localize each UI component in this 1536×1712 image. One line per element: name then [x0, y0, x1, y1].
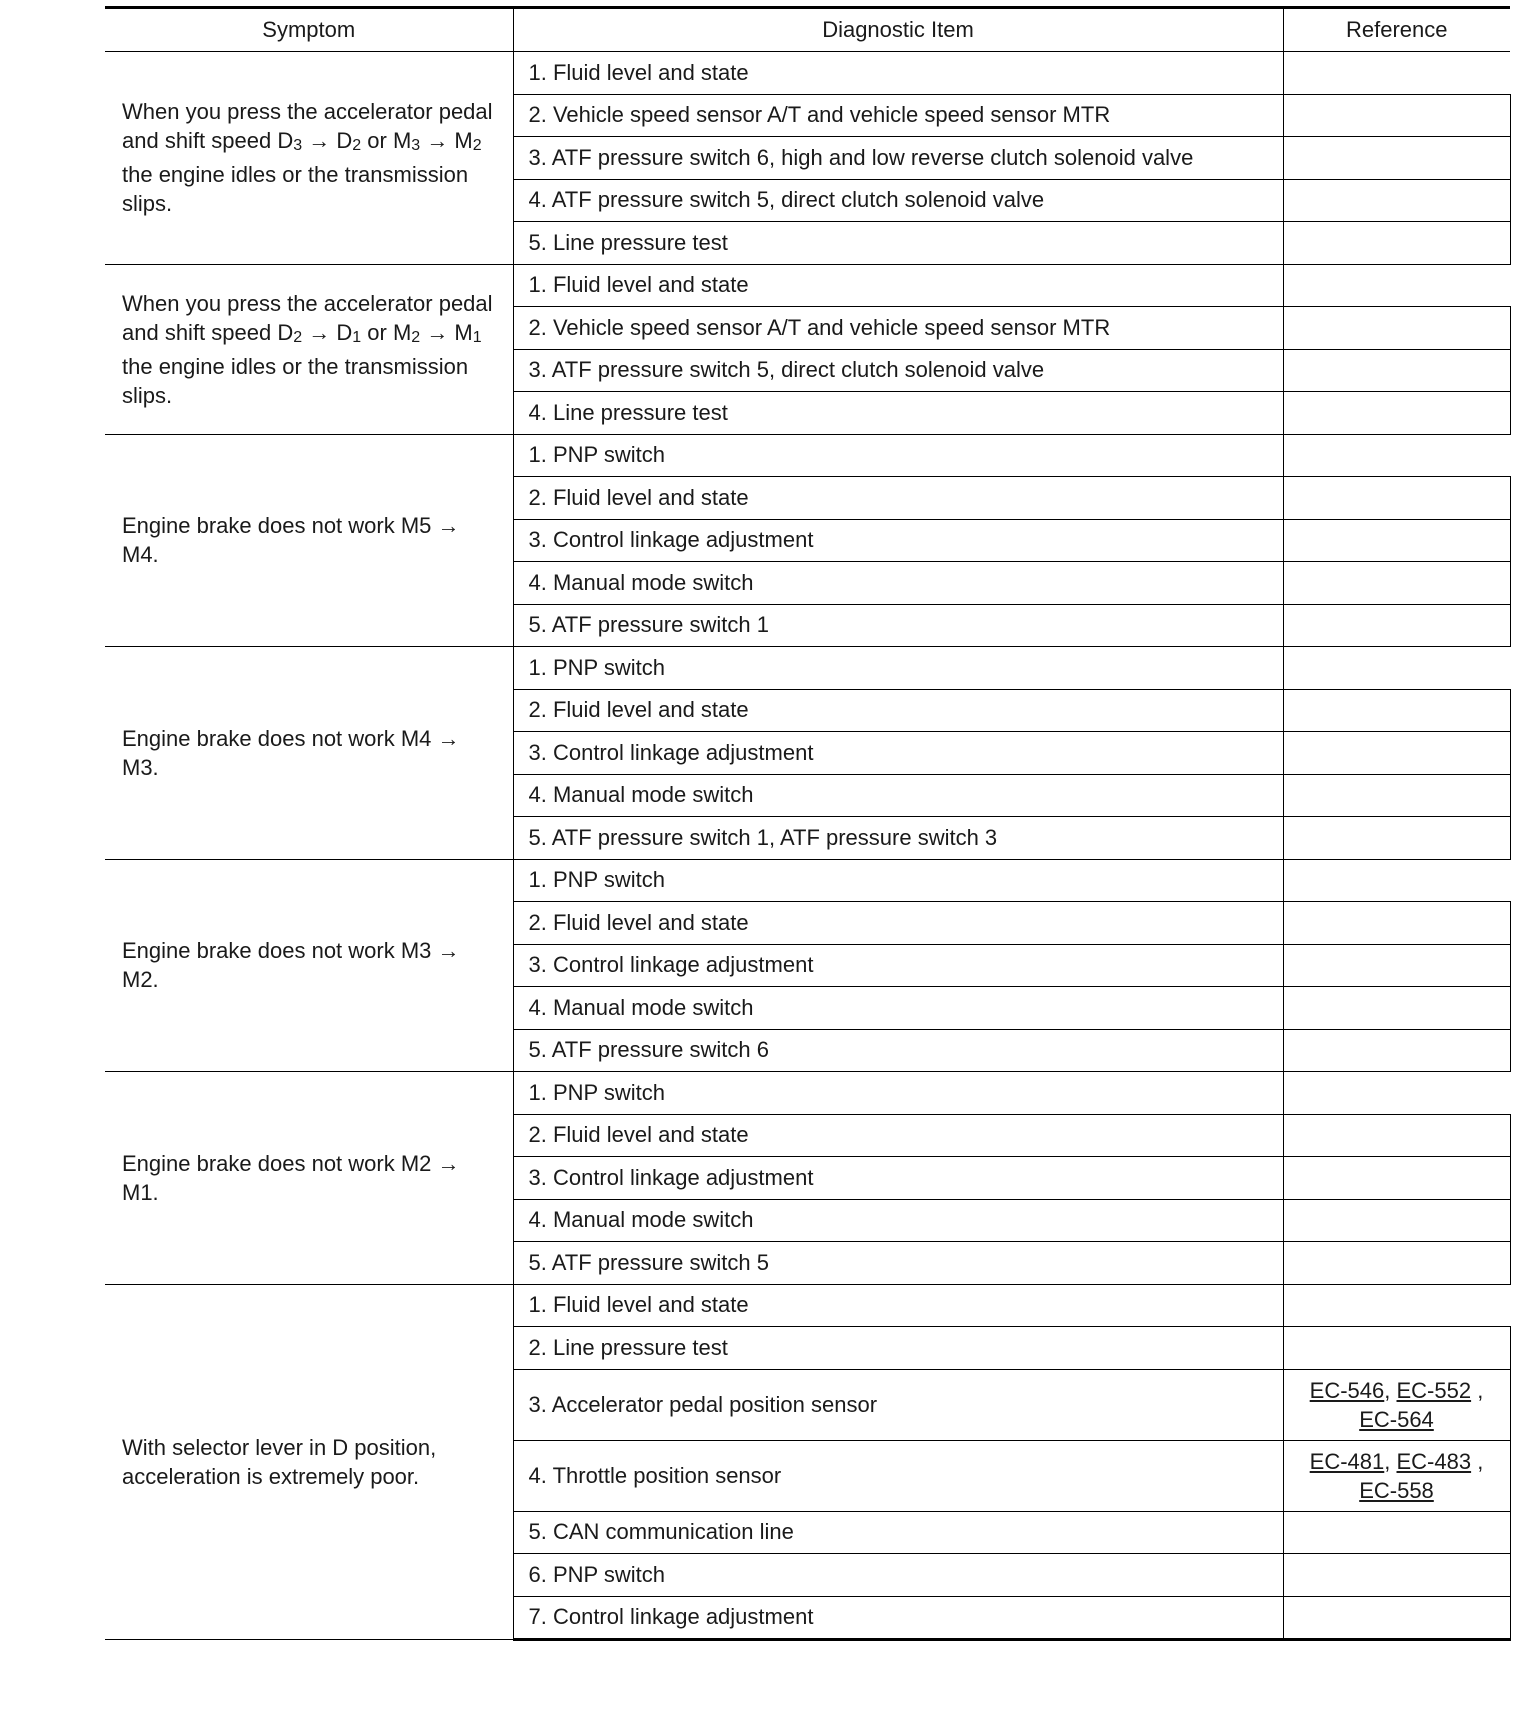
- reference-link[interactable]: EC-481: [1309, 1448, 1385, 1474]
- reference-cell: [1283, 987, 1510, 1030]
- diagnostic-item: 2. Fluid level and state: [513, 1114, 1283, 1157]
- header-symptom: Symptom: [105, 8, 513, 52]
- symptom-subscript: 2: [293, 328, 303, 346]
- diagnostic-item: 4. Throttle position sensor: [513, 1440, 1283, 1511]
- reference-cell: [1283, 944, 1510, 987]
- diagnostic-item: 2. Line pressure test: [513, 1327, 1283, 1370]
- reference-cell: [1283, 1029, 1510, 1072]
- diagnostic-item: 3. Control linkage adjustment: [513, 519, 1283, 562]
- reference-cell: [1283, 52, 1510, 95]
- symptom-text: or M: [361, 128, 412, 154]
- symptom-text: When you press the accelerator pedal and shift speed D: [122, 290, 493, 345]
- diagnostic-item: 5. Line pressure test: [513, 222, 1283, 265]
- reference-link[interactable]: EC-552: [1396, 1377, 1472, 1403]
- reference-cell: [1283, 179, 1510, 222]
- diagnostic-item: 1. Fluid level and state: [513, 1284, 1283, 1327]
- symptom-text: the engine idles or the transmission slips.: [122, 162, 469, 217]
- reference-cell: [1283, 349, 1510, 392]
- symptom-text: → M: [420, 128, 473, 154]
- header-row: [105, 8, 1510, 52]
- symptom-text: When you press the accelerator pedal and shift speed D: [122, 99, 493, 154]
- diagnostic-item: 2. Vehicle speed sensor A/T and vehicle speed sensor MTR: [513, 307, 1283, 350]
- symptom-cell: [105, 1072, 513, 1285]
- diagnostic-item: 4. Manual mode switch: [513, 562, 1283, 605]
- symptom-subscript: 2: [472, 137, 482, 155]
- reference-cell: [1283, 1511, 1510, 1554]
- reference-cell: [1283, 1327, 1510, 1370]
- reference-cell: [1283, 307, 1510, 350]
- diagnostic-item: 1. Fluid level and state: [513, 52, 1283, 95]
- reference-cell: [1283, 562, 1510, 605]
- diagnostic-item: 3. Accelerator pedal position sensor: [513, 1369, 1283, 1440]
- diagnostic-item: 6. PNP switch: [513, 1554, 1283, 1597]
- diagnostic-item: 5. ATF pressure switch 1: [513, 604, 1283, 647]
- reference-link[interactable]: EC-546: [1309, 1377, 1385, 1403]
- diagnostic-item: 2. Fluid level and state: [513, 689, 1283, 732]
- symptom-subscript: 3: [411, 137, 421, 155]
- symptom-text: With selector lever in D position, acceleration is extremely poor.: [122, 1434, 437, 1489]
- reference-cell: EC-481, EC-483 , EC-558: [1283, 1440, 1510, 1511]
- reference-cell: EC-546, EC-552 , EC-564: [1283, 1369, 1510, 1440]
- diagnostic-item: 3. ATF pressure switch 5, direct clutch solenoid valve: [513, 349, 1283, 392]
- table-row: [105, 1284, 1510, 1327]
- reference-cell: [1283, 477, 1510, 520]
- symptom-text: Engine brake does not work M2 → M1.: [122, 1150, 460, 1205]
- symptom-text: → D: [302, 319, 353, 345]
- diagnostic-item: 1. PNP switch: [513, 647, 1283, 690]
- symptom-text: → D: [302, 128, 353, 154]
- diagnostic-item: 5. CAN communication line: [513, 1511, 1283, 1554]
- symptom-subscript: 3: [293, 137, 303, 155]
- diagnostic-item: 1. Fluid level and state: [513, 264, 1283, 307]
- reference-cell: [1283, 647, 1510, 690]
- diagnostic-item: 5. ATF pressure switch 6: [513, 1029, 1283, 1072]
- symptom-text: the engine idles or the transmission slips.: [122, 353, 469, 408]
- table-row: [105, 434, 1510, 477]
- reference-cell: [1283, 902, 1510, 945]
- reference-cell: [1283, 1554, 1510, 1597]
- diagnostic-item: 5. ATF pressure switch 5: [513, 1242, 1283, 1285]
- reference-cell: [1283, 1157, 1510, 1200]
- reference-cell: [1283, 689, 1510, 732]
- symptom-text: Engine brake does not work M5 → M4.: [122, 513, 460, 568]
- diagnostic-item: 5. ATF pressure switch 1, ATF pressure switch 3: [513, 817, 1283, 860]
- table-row: [105, 647, 1510, 690]
- symptom-cell: [105, 1284, 513, 1640]
- diagnostic-item: 3. Control linkage adjustment: [513, 1157, 1283, 1200]
- diagnostic-item: 3. Control linkage adjustment: [513, 944, 1283, 987]
- reference-cell: [1283, 222, 1510, 265]
- symptom-text: Engine brake does not work M4 → M3.: [122, 725, 460, 780]
- diagnostic-item: 1. PNP switch: [513, 859, 1283, 902]
- reference-cell: [1283, 774, 1510, 817]
- diagnostic-item: 1. PNP switch: [513, 1072, 1283, 1115]
- reference-cell: [1283, 519, 1510, 562]
- diagnostic-table: [105, 6, 1511, 1641]
- symptom-subscript: 2: [352, 137, 362, 155]
- symptom-cell: [105, 264, 513, 434]
- diagnostic-item: 3. ATF pressure switch 6, high and low reverse clutch solenoid valve: [513, 137, 1283, 180]
- diagnostic-item: 2. Fluid level and state: [513, 902, 1283, 945]
- reference-cell: [1283, 859, 1510, 902]
- reference-cell: [1283, 434, 1510, 477]
- diagnostic-item: 2. Vehicle speed sensor A/T and vehicle speed sensor MTR: [513, 94, 1283, 137]
- reference-cell: [1283, 392, 1510, 435]
- reference-cell: [1283, 94, 1510, 137]
- header-reference: Reference: [1283, 8, 1510, 52]
- diagnostic-item: 4. Line pressure test: [513, 392, 1283, 435]
- diagnostic-item: 4. Manual mode switch: [513, 774, 1283, 817]
- reference-cell: [1283, 137, 1510, 180]
- table-row: [105, 264, 1510, 307]
- diagnostic-item: 4. ATF pressure switch 5, direct clutch solenoid valve: [513, 179, 1283, 222]
- reference-cell: [1283, 1284, 1510, 1327]
- reference-link[interactable]: EC-558: [1359, 1477, 1434, 1503]
- reference-cell: [1283, 817, 1510, 860]
- header-diagnostic-item: Diagnostic Item: [513, 8, 1283, 52]
- symptom-text: or M: [361, 319, 412, 345]
- reference-cell: [1283, 1242, 1510, 1285]
- diagnostic-item: 7. Control linkage adjustment: [513, 1596, 1283, 1640]
- reference-cell: [1283, 264, 1510, 307]
- symptom-subscript: 1: [352, 328, 362, 346]
- table-row: [105, 1072, 1510, 1115]
- symptom-cell: [105, 434, 513, 647]
- diagnostic-item: 4. Manual mode switch: [513, 1199, 1283, 1242]
- diagnostic-item: 4. Manual mode switch: [513, 987, 1283, 1030]
- diagnostic-item: 3. Control linkage adjustment: [513, 732, 1283, 775]
- diagnostic-item: 2. Fluid level and state: [513, 477, 1283, 520]
- reference-cell: [1283, 1199, 1510, 1242]
- reference-link[interactable]: EC-483: [1396, 1448, 1472, 1474]
- symptom-text: → M: [420, 319, 473, 345]
- symptom-subscript: 1: [472, 328, 482, 346]
- symptom-cell: [105, 52, 513, 265]
- symptom-text: Engine brake does not work M3 → M2.: [122, 938, 460, 993]
- reference-link[interactable]: EC-564: [1359, 1406, 1434, 1432]
- reference-cell: [1283, 1114, 1510, 1157]
- reference-cell: [1283, 732, 1510, 775]
- symptom-cell: [105, 859, 513, 1072]
- symptom-cell: [105, 647, 513, 860]
- diagnostic-item: 1. PNP switch: [513, 434, 1283, 477]
- reference-cell: [1283, 1596, 1510, 1640]
- table-row: [105, 52, 1510, 95]
- reference-cell: [1283, 604, 1510, 647]
- reference-cell: [1283, 1072, 1510, 1115]
- symptom-subscript: 2: [411, 328, 421, 346]
- table-row: [105, 859, 1510, 902]
